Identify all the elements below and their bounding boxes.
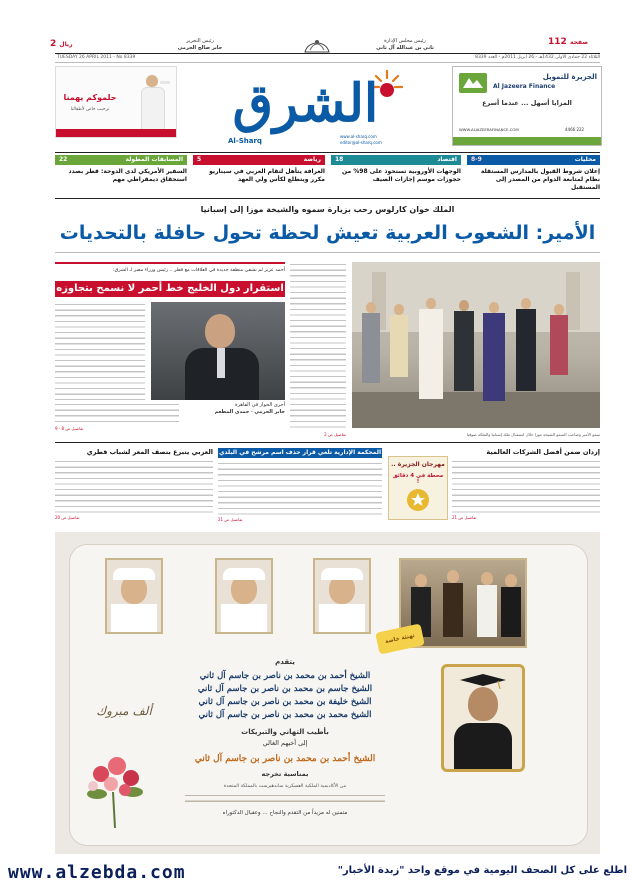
lead-kicker: الملك خوان كارلوس رحب بزيارة سموه والشيخة موزا إلى إسبانيا [200, 205, 455, 214]
logo-website-1: www.al-sharq.com [340, 134, 377, 139]
lead-continue[interactable]: تفاصيل ص 2 [324, 432, 346, 437]
teaser-misc[interactable] [55, 155, 187, 195]
interview-box [55, 262, 285, 436]
emblem-icon [302, 36, 332, 54]
teaser-rule-top [55, 152, 600, 153]
congrats-name-2: الشيخ جاسم بن محمد بن ناصر بن جاسم آل ثاني [197, 684, 373, 694]
portrait-3 [313, 558, 371, 634]
interview-headline: استقرار دول الخليج خط أحمر لا نسمح بتجاوزه [55, 281, 285, 297]
congrats-to-brother: إلى أخيهم الغالي [262, 739, 308, 747]
chairman-title: رئيس مجلس الإدارة [384, 38, 426, 44]
teaser-local[interactable] [467, 155, 600, 195]
congrats-greeting: بأطيب التهاني والتبريكات [241, 728, 329, 736]
interview-text-bottom [55, 402, 179, 424]
congrats-ad [55, 532, 600, 854]
brief-izdan-text [452, 459, 600, 515]
footer-bar [0, 856, 632, 894]
logo-en: Al-Sharq [228, 137, 262, 145]
congrats-intro: يتقدم [275, 658, 295, 666]
ad-right-site: WWW.ALJAZEERAFINANCE.COM [459, 127, 519, 132]
date-ar: الثلاثاء 22 جمادى الأولى 1432هـ - 26 أبريل 2011م - العدد 8339 [475, 55, 600, 60]
interview-text-left [55, 302, 145, 400]
promo-subtitle: محطة في 4 دقائق ! [392, 473, 444, 485]
teaser-sports-headline: الغرافة يتأهل لتقام العربي في سيناريو مكرر ويتطلع لكأس ولي العهد [209, 168, 325, 183]
interviewers-label: أجرى الحوار في القاهرة [235, 402, 285, 408]
ad-right [452, 66, 602, 146]
teaser-economy-band [331, 155, 461, 165]
teaser-misc-band [55, 155, 187, 165]
brief-izdan-headline: إزدان ضمن أفضل الشركات العالمية [486, 448, 600, 456]
brief-izdan-continue: تفاصيل ص 21 [452, 515, 477, 520]
teaser-sports[interactable] [193, 155, 325, 195]
teaser-economy-page: 18 [335, 156, 344, 163]
promo-star-icon [407, 489, 429, 511]
price-value: 2 [50, 39, 57, 49]
page-count-badge [548, 37, 588, 47]
teaser-local-band [467, 155, 600, 165]
ad-right-brand-ar: الجزيرة للتمويل [542, 73, 597, 81]
brief-arabi-text [55, 459, 213, 515]
brief-arabi-continue: تفاصيل ص 20 [55, 515, 80, 520]
teaser-misc-label: المسابقات المطولة [125, 156, 183, 163]
brief-court-headline: المحكمة الإدارية تلغي قرار حذف اسم مرشح في البلدي [218, 449, 382, 456]
congrats-name-1: الشيخ أحمد بن محمد بن ناصر بن جاسم آل ثاني [199, 671, 371, 681]
congrats-body-text [185, 793, 385, 805]
footer-site[interactable]: www.alzebda.com [8, 862, 186, 883]
congrats-occasion: بمناسبة تخرجه [261, 770, 309, 778]
congrats-badge: ألف مبروك [96, 704, 152, 718]
lead-photo [352, 262, 600, 428]
teaser-economy[interactable] [331, 155, 461, 195]
congrats-graduate: الشيخ أحمد بن محمد بن ناصر بن جاسم آل ثاني [194, 754, 376, 764]
interview-kicker: أحمد عزيز لم تشفي منطقة جديدة في العلاقات مع قطر .. رئيس وزراء مصر لـ الشرق: [112, 268, 285, 273]
teaser-rule-bottom [55, 198, 600, 199]
portrait-2 [215, 558, 273, 634]
teaser-local-page: 8-9 [471, 156, 482, 163]
teaser-economy-headline: الوجهات الأوروبية تستحوذ على 98% من حجوزات موسم إجازات الصيف [342, 168, 461, 183]
date-en: TUESDAY 26 APRIL 2011 - No 8339 [57, 55, 136, 60]
ad-left-sub: ترحيب خاص لأطفالنا [70, 107, 110, 112]
teaser-economy-label: اقتصاد [437, 156, 457, 163]
figure-6 [514, 298, 538, 412]
congrats-closing: متمنين له مزيداً من التقدم والنجاح ... وعقبال الدكتوراه [222, 810, 348, 816]
ad-right-logo-icon [459, 73, 487, 93]
ad-right-slogan: المزايا أسهل ... عندما أسرع [482, 99, 572, 107]
brief-court[interactable] [218, 448, 382, 528]
footer-tagline: اطلع على كل الصحف اليومية في موقع واحد "زبدة الأخبار" [337, 865, 627, 876]
lead-headline: الأمير: الشعوب العربية تعيش لحظة تحول حافلة بالتحديات [59, 222, 596, 244]
congrats-name-3: الشيخ خليفة بن محمد بن ناصر بن جاسم آل ثاني [198, 697, 372, 707]
teaser-local-label: محليات [574, 156, 596, 163]
teaser-sports-label: رياضة [303, 156, 321, 163]
brief-arabi[interactable] [55, 448, 213, 528]
ad-left [55, 66, 177, 138]
interviewer-2: حمدي المطعم [214, 409, 250, 415]
price-currency: ريال [59, 41, 73, 48]
chairman-name: ثاني بن عبدالله آل ثاني [376, 45, 434, 51]
ad-right-brand-en: Al Jazeera Finance [493, 83, 556, 90]
brief-arabi-headline: العربي يتبرع بنصف المعر لشباب قطري [86, 448, 213, 456]
figure-4 [452, 300, 476, 412]
graduate-portrait [441, 664, 525, 772]
lead-photo-caption: سمو الأمير وصاحب السمو الشيخة موزا خلال استقبال ملك إسبانيا والملكة صوفيا [466, 432, 600, 437]
section-teasers [55, 155, 600, 195]
logo-ar: الشرق [232, 73, 379, 134]
page-count-value: 112 [548, 37, 567, 47]
logo-website-2: editor@al-sharq.com [340, 140, 382, 145]
brief-izdan[interactable] [452, 448, 600, 528]
figure-3 [418, 298, 444, 412]
interview-continue[interactable]: تفاصيل ص 8 - 9 [55, 426, 84, 431]
mid-rule [55, 442, 600, 443]
teaser-sports-band [193, 155, 325, 165]
figure-7 [548, 304, 570, 412]
teaser-misc-headline: السفير الأمريكي لدى الدوحة: قطر بصدد استحقاق ديمقراطي مهم [68, 168, 187, 183]
promo-title: مهرجان الجزيرة .. [391, 461, 445, 468]
teaser-misc-page: 22 [59, 156, 68, 163]
interview-photo [151, 302, 285, 400]
congrats-stamp: تهنئة خاصة [375, 623, 425, 654]
brief-court-continue: تفاصيل ص 21 [218, 517, 243, 522]
flowers-icon [75, 742, 155, 828]
page-count-unit: صفحة [569, 39, 589, 46]
promo-box[interactable] [388, 456, 448, 520]
teaser-local-headline: إعلان شروط القبول بالمدارس المستقلة نظام لمتابعة الدوام من المصدر إلى المستقبل [480, 168, 600, 191]
masthead-logo [208, 60, 423, 150]
top-rule [55, 53, 600, 54]
figure-2 [388, 304, 410, 412]
figure-5 [482, 302, 506, 412]
ad-left-headline: حلموكم يهمنا [63, 93, 117, 102]
portrait-1 [105, 558, 163, 634]
brief-court-text [218, 461, 382, 517]
ad-left-figure [138, 73, 166, 131]
editor-name: جابر صالح الحرمي [177, 45, 223, 51]
interview-credit: أجرى الحوار في القاهرة جابر الحرمي - حمدي المطعم [185, 402, 285, 416]
ad-right-phone: 4466 222 [565, 127, 585, 132]
price-badge [50, 39, 73, 49]
lead-text-column [290, 262, 346, 428]
ad-right-bar [453, 137, 601, 145]
ad-left-stripe [56, 129, 176, 137]
teaser-sports-page: 5 [197, 156, 202, 163]
editor-block [160, 38, 240, 52]
congrats-body-line: من الأكاديمية الملكية العسكرية ساندهيرست بالمملكة المتحدة [223, 784, 347, 789]
interviewer-1: جابر الحرمي [254, 409, 285, 415]
lead-rule [55, 252, 600, 253]
editor-title: رئيس التحرير [186, 38, 214, 44]
figure-1 [360, 302, 382, 412]
congrats-name-4: الشيخ محمد بن محمد بن ناصر بن جاسم آل ثاني [198, 710, 372, 720]
chairman-block [360, 38, 450, 52]
